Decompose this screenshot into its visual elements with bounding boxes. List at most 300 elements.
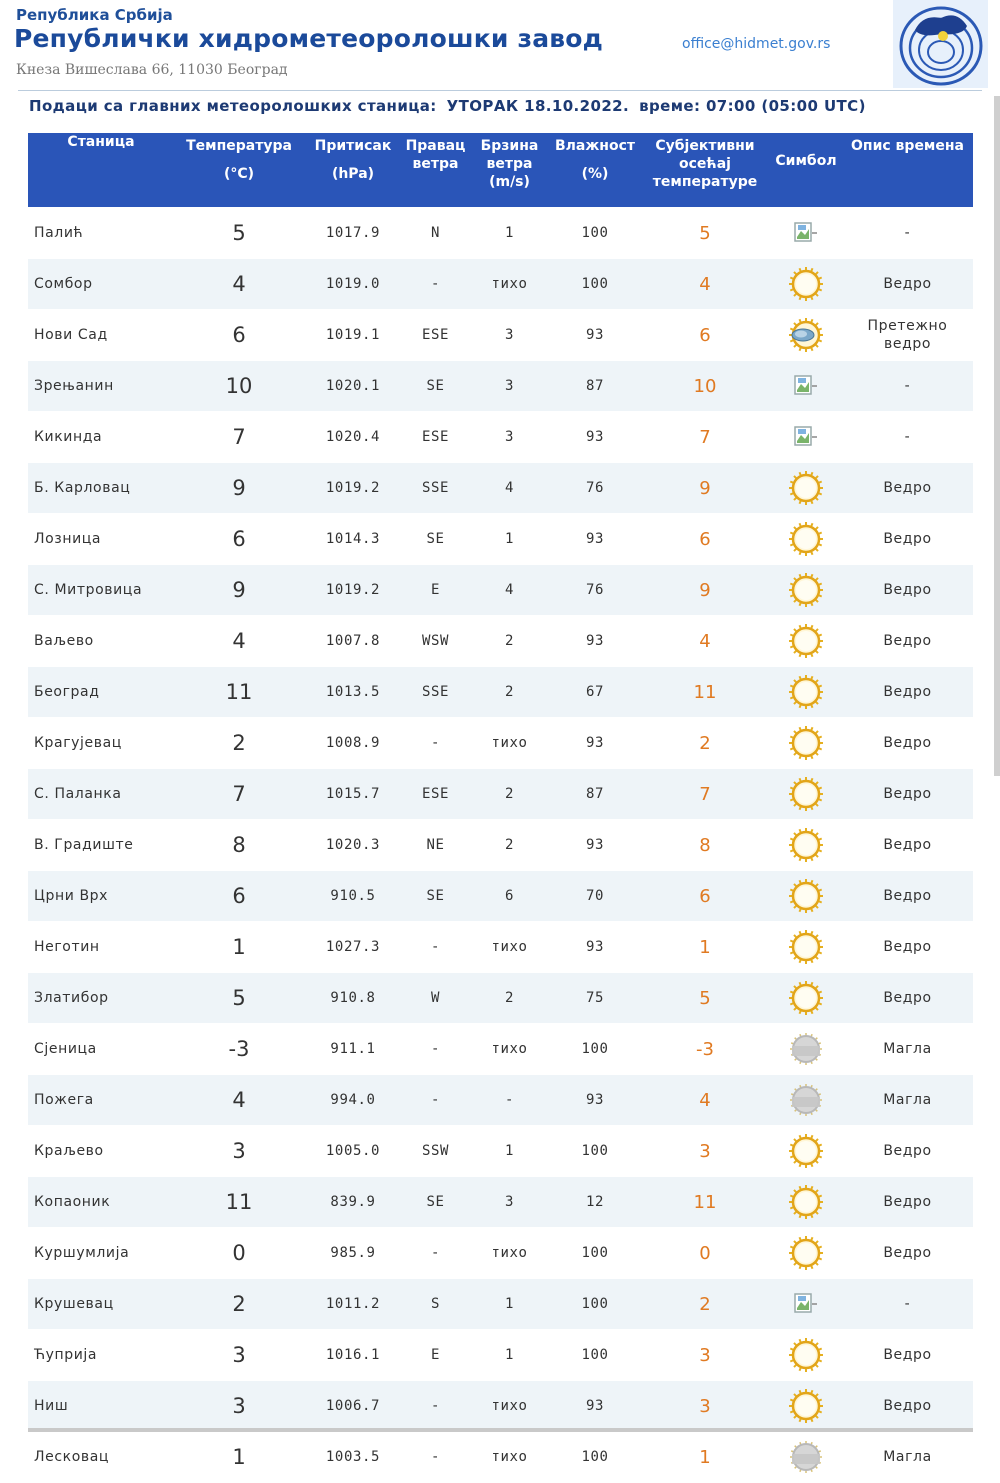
cell-temp: 7	[174, 412, 304, 462]
cell-temp: 0	[174, 1228, 304, 1278]
cell-wind-speed: -	[469, 1075, 550, 1125]
cell-desc: Ведро	[842, 922, 973, 972]
cell-wind-dir: -	[402, 259, 469, 309]
cell-temp: 2	[174, 1279, 304, 1329]
cell-humidity: 93	[550, 820, 640, 870]
rhmz-logo-icon[interactable]	[893, 0, 988, 88]
weather-symbol-cell	[770, 1024, 842, 1074]
weather-symbol-cell	[770, 1228, 842, 1278]
cell-station[interactable]: Црни Врх	[28, 871, 174, 921]
cell-desc: -	[842, 361, 973, 411]
sun-icon	[788, 837, 824, 853]
cell-wind-dir: SSE	[402, 463, 469, 513]
cell-station[interactable]: Ниш	[28, 1381, 174, 1431]
cell-feel: 9	[640, 463, 770, 513]
cell-pressure: 994.0	[304, 1075, 402, 1125]
sun-cloud-icon	[788, 327, 824, 343]
cell-feel: 2	[640, 1279, 770, 1329]
cell-pressure: 1015.7	[304, 769, 402, 819]
weather-symbol-cell	[770, 922, 842, 972]
cell-wind-speed: тихо	[469, 1228, 550, 1278]
cell-wind-speed: 3	[469, 412, 550, 462]
table-bottom-edge	[28, 1428, 973, 1432]
site-header	[0, 0, 1000, 96]
cell-temp: 3	[174, 1126, 304, 1176]
cell-pressure: 1007.8	[304, 616, 402, 666]
cell-wind-dir: SE	[402, 514, 469, 564]
cell-feel: 6	[640, 871, 770, 921]
cell-pressure: 1020.3	[304, 820, 402, 870]
weather-symbol-cell	[770, 463, 842, 513]
cell-desc: Ведро	[842, 565, 973, 615]
table-row	[28, 1228, 973, 1278]
col-wind-speed-header[interactable]: Брзина ветра (m/s)	[469, 133, 550, 207]
col-humidity-header[interactable]: Влажност (%)	[550, 133, 640, 207]
cell-pressure: 1003.5	[304, 1432, 402, 1482]
cell-wind-dir: SE	[402, 361, 469, 411]
cell-pressure: 910.5	[304, 871, 402, 921]
cell-wind-dir: WSW	[402, 616, 469, 666]
sun-icon	[788, 786, 824, 802]
cell-pressure: 1006.7	[304, 1381, 402, 1431]
weather-symbol-cell	[770, 1432, 842, 1482]
cell-desc: Магла	[842, 1075, 973, 1125]
cell-wind-speed: 3	[469, 310, 550, 360]
weather-symbol-cell	[770, 718, 842, 768]
cell-temp: 3	[174, 1381, 304, 1431]
weather-symbol-cell	[770, 565, 842, 615]
cell-humidity: 93	[550, 616, 640, 666]
cell-feel: 6	[640, 514, 770, 564]
sun-icon	[788, 1347, 824, 1363]
cell-pressure: 1005.0	[304, 1126, 402, 1176]
cell-humidity: 100	[550, 1279, 640, 1329]
weather-symbol-cell	[770, 208, 842, 258]
cell-humidity: 75	[550, 973, 640, 1023]
cell-feel: 4	[640, 259, 770, 309]
cell-temp: 5	[174, 973, 304, 1023]
scrollbar-thumb[interactable]	[994, 96, 1000, 776]
cell-station[interactable]: Кикинда	[28, 412, 174, 462]
cell-feel: 2	[640, 718, 770, 768]
sun-icon	[788, 939, 824, 955]
weather-symbol-cell	[770, 820, 842, 870]
col-wind-dir-header[interactable]: Правац ветра	[402, 133, 469, 207]
cell-wind-speed: 4	[469, 565, 550, 615]
cell-humidity: 93	[550, 922, 640, 972]
cell-desc: Ведро	[842, 514, 973, 564]
report-date: УТОРАК 18.10.2022.	[446, 97, 630, 115]
cell-feel: 7	[640, 769, 770, 819]
cell-pressure: 1008.9	[304, 718, 402, 768]
table-row	[28, 667, 973, 717]
fog-icon	[788, 1041, 824, 1057]
weather-symbol-cell	[770, 1075, 842, 1125]
table-row	[28, 361, 973, 411]
cell-station[interactable]: Палић	[28, 208, 174, 258]
cell-humidity: 93	[550, 1381, 640, 1431]
sun-icon	[788, 531, 824, 547]
cell-feel: 0	[640, 1228, 770, 1278]
cell-pressure: 1011.2	[304, 1279, 402, 1329]
cell-desc: Ведро	[842, 1228, 973, 1278]
cell-desc: -	[842, 1279, 973, 1329]
report-subtitle	[29, 97, 876, 115]
table-row	[28, 259, 973, 309]
cell-temp: 6	[174, 310, 304, 360]
cell-pressure: 910.8	[304, 973, 402, 1023]
cell-station[interactable]: Крагујевац	[28, 718, 174, 768]
cell-pressure: 1019.2	[304, 463, 402, 513]
cell-feel: 1	[640, 1432, 770, 1482]
cell-desc: Ведро	[842, 616, 973, 666]
cell-wind-speed: 2	[469, 616, 550, 666]
cell-humidity: 76	[550, 565, 640, 615]
cell-feel: 3	[640, 1330, 770, 1380]
sun-icon	[788, 1143, 824, 1159]
cell-desc: Ведро	[842, 820, 973, 870]
cell-wind-speed: 2	[469, 820, 550, 870]
table-row	[28, 616, 973, 666]
cell-wind-dir: -	[402, 718, 469, 768]
cell-humidity: 12	[550, 1177, 640, 1227]
cell-station[interactable]: Зрењанин	[28, 361, 174, 411]
cell-wind-speed: 2	[469, 667, 550, 717]
table-row	[28, 310, 973, 360]
cell-desc: Ведро	[842, 1126, 973, 1176]
weather-symbol-cell	[770, 259, 842, 309]
cell-pressure: 1014.3	[304, 514, 402, 564]
cell-station[interactable]: Београд	[28, 667, 174, 717]
table-row	[28, 820, 973, 870]
cell-humidity: 93	[550, 310, 640, 360]
cell-humidity: 67	[550, 667, 640, 717]
weather-symbol-cell	[770, 667, 842, 717]
cell-wind-dir: -	[402, 1075, 469, 1125]
table-row	[28, 565, 973, 615]
cell-humidity: 100	[550, 1024, 640, 1074]
cell-desc: Ведро	[842, 259, 973, 309]
table-row	[28, 1075, 973, 1125]
cell-wind-speed: 4	[469, 463, 550, 513]
cell-feel: -3	[640, 1024, 770, 1074]
fog-icon	[788, 1092, 824, 1108]
sun-icon	[788, 990, 824, 1006]
cell-temp: 4	[174, 1075, 304, 1125]
sun-icon	[788, 582, 824, 598]
cell-humidity: 93	[550, 718, 640, 768]
cell-temp: 1	[174, 1432, 304, 1482]
weather-symbol-cell	[770, 1177, 842, 1227]
cell-pressure: 1020.4	[304, 412, 402, 462]
cell-wind-dir: S	[402, 1279, 469, 1329]
col-temp-header[interactable]: Температура (°C)	[174, 133, 304, 207]
fog-icon	[788, 1449, 824, 1465]
table-row	[28, 718, 973, 768]
weather-symbol-cell	[770, 1126, 842, 1176]
institute-title[interactable]: Републички хидрометеоролошки завод	[14, 24, 604, 53]
header-divider	[18, 90, 982, 91]
cell-humidity: 87	[550, 361, 640, 411]
cell-desc: Ведро	[842, 973, 973, 1023]
sun-icon	[788, 1194, 824, 1210]
cell-feel: 8	[640, 820, 770, 870]
cell-wind-dir: ESE	[402, 769, 469, 819]
cell-humidity: 87	[550, 769, 640, 819]
cell-wind-speed: 1	[469, 1126, 550, 1176]
cell-desc: Ведро	[842, 1177, 973, 1227]
cell-desc: Ведро	[842, 667, 973, 717]
cell-wind-speed: 2	[469, 973, 550, 1023]
cell-feel: 1	[640, 922, 770, 972]
weather-symbol-cell	[770, 871, 842, 921]
weather-symbol-cell	[770, 361, 842, 411]
cell-pressure: 1017.9	[304, 208, 402, 258]
cell-pressure: 1027.3	[304, 922, 402, 972]
broken-image-icon	[788, 429, 824, 445]
cell-temp: 8	[174, 820, 304, 870]
weather-symbol-cell	[770, 769, 842, 819]
cell-feel: 4	[640, 1075, 770, 1125]
cell-desc: Претежно ведро	[842, 310, 973, 360]
cell-station[interactable]: Сомбор	[28, 259, 174, 309]
weather-symbol-cell	[770, 514, 842, 564]
col-pressure-header[interactable]: Притисак (hPa)	[304, 133, 402, 207]
cell-wind-dir: SE	[402, 871, 469, 921]
cell-feel: 6	[640, 310, 770, 360]
cell-desc: Ведро	[842, 871, 973, 921]
table-body	[28, 208, 973, 1482]
cell-desc: Ведро	[842, 463, 973, 513]
cell-pressure: 1019.0	[304, 259, 402, 309]
table-row	[28, 514, 973, 564]
cell-station[interactable]: Сјеница	[28, 1024, 174, 1074]
cell-station[interactable]: Лозница	[28, 514, 174, 564]
cell-wind-speed: тихо	[469, 259, 550, 309]
cell-temp: 1	[174, 922, 304, 972]
cell-wind-speed: тихо	[469, 1024, 550, 1074]
cell-pressure: 1016.1	[304, 1330, 402, 1380]
table-row	[28, 922, 973, 972]
col-feel-header[interactable]: Субјективни осећај температуре	[640, 133, 770, 207]
cell-wind-dir: ESE	[402, 310, 469, 360]
cell-humidity: 100	[550, 1126, 640, 1176]
cell-wind-speed: 3	[469, 1177, 550, 1227]
cell-temp: 6	[174, 514, 304, 564]
cell-desc: Ведро	[842, 1381, 973, 1431]
cell-pressure: 1019.1	[304, 310, 402, 360]
cell-temp: 10	[174, 361, 304, 411]
col-station-header[interactable]: Станица	[28, 133, 174, 207]
cell-humidity: 93	[550, 412, 640, 462]
cell-wind-dir: N	[402, 208, 469, 258]
cell-temp: 4	[174, 616, 304, 666]
cell-wind-speed: тихо	[469, 922, 550, 972]
cell-pressure: 911.1	[304, 1024, 402, 1074]
sun-icon	[788, 1398, 824, 1414]
cell-station[interactable]: Златибор	[28, 973, 174, 1023]
table-row	[28, 973, 973, 1023]
table-row	[28, 1330, 973, 1380]
sun-icon	[788, 276, 824, 292]
cell-feel: 5	[640, 973, 770, 1023]
cell-desc: Магла	[842, 1432, 973, 1482]
cell-wind-speed: 1	[469, 514, 550, 564]
sun-icon	[788, 633, 824, 649]
cell-humidity: 100	[550, 1330, 640, 1380]
weather-symbol-cell	[770, 1381, 842, 1431]
scrollbar[interactable]	[994, 96, 1000, 776]
cell-wind-dir: NE	[402, 820, 469, 870]
broken-image-icon	[788, 1296, 824, 1312]
cell-desc: Ведро	[842, 718, 973, 768]
weather-symbol-cell	[770, 1330, 842, 1380]
cell-temp: 6	[174, 871, 304, 921]
cell-feel: 7	[640, 412, 770, 462]
cell-station[interactable]: Куршумлија	[28, 1228, 174, 1278]
broken-image-icon	[788, 378, 824, 394]
cell-feel: 11	[640, 667, 770, 717]
cell-temp: 2	[174, 718, 304, 768]
cell-station[interactable]: С. Митровица	[28, 565, 174, 615]
cell-wind-dir: -	[402, 1024, 469, 1074]
table-row	[28, 1177, 973, 1227]
sun-icon	[788, 735, 824, 751]
broken-image-icon	[788, 225, 824, 241]
weather-symbol-cell	[770, 1279, 842, 1329]
cell-temp: 9	[174, 463, 304, 513]
cell-humidity: 70	[550, 871, 640, 921]
col-symbol-header[interactable]: Симбол	[770, 133, 842, 207]
cell-feel: 4	[640, 616, 770, 666]
cell-station[interactable]: Неготин	[28, 922, 174, 972]
cell-humidity: 93	[550, 514, 640, 564]
cell-station[interactable]: Ћуприја	[28, 1330, 174, 1380]
cell-station[interactable]: Ваљево	[28, 616, 174, 666]
cell-humidity: 100	[550, 259, 640, 309]
cell-wind-speed: тихо	[469, 718, 550, 768]
cell-wind-dir: -	[402, 1228, 469, 1278]
cell-desc: Ведро	[842, 1330, 973, 1380]
cell-feel: 11	[640, 1177, 770, 1227]
cell-wind-speed: 1	[469, 208, 550, 258]
cell-pressure: 985.9	[304, 1228, 402, 1278]
cell-feel: 3	[640, 1126, 770, 1176]
cell-humidity: 100	[550, 1228, 640, 1278]
table-row	[28, 769, 973, 819]
cell-humidity: 93	[550, 1075, 640, 1125]
institute-address: Кнеза Вишеслава 66, 11030 Београд	[16, 62, 288, 78]
col-desc-header[interactable]: Опис времена	[842, 133, 973, 207]
table-row	[28, 463, 973, 513]
cell-pressure: 839.9	[304, 1177, 402, 1227]
cell-wind-dir: E	[402, 565, 469, 615]
cell-wind-dir: E	[402, 1330, 469, 1380]
table-row	[28, 1024, 973, 1074]
cell-station[interactable]: Б. Карловац	[28, 463, 174, 513]
cell-wind-speed: 1	[469, 1279, 550, 1329]
cell-feel: 10	[640, 361, 770, 411]
weather-symbol-cell	[770, 973, 842, 1023]
cell-desc: Магла	[842, 1024, 973, 1074]
cell-feel: 9	[640, 565, 770, 615]
cell-temp: 9	[174, 565, 304, 615]
cell-humidity: 100	[550, 1432, 640, 1482]
cell-temp: 3	[174, 1330, 304, 1380]
sun-icon	[788, 888, 824, 904]
table-row	[28, 412, 973, 462]
cell-station[interactable]: Нови Сад	[28, 310, 174, 360]
cell-station[interactable]: Краљево	[28, 1126, 174, 1176]
subtitle-label: Подаци са главних метеоролошких станица:	[29, 97, 437, 115]
cell-wind-speed: 1	[469, 1330, 550, 1380]
weather-symbol-cell	[770, 616, 842, 666]
cell-pressure: 1013.5	[304, 667, 402, 717]
table-row	[28, 871, 973, 921]
cell-wind-speed: 2	[469, 769, 550, 819]
cell-feel: 5	[640, 208, 770, 258]
cell-wind-speed: 6	[469, 871, 550, 921]
cell-wind-speed: 3	[469, 361, 550, 411]
cell-temp: -3	[174, 1024, 304, 1074]
table-header-row	[28, 133, 973, 207]
cell-wind-dir: SSE	[402, 667, 469, 717]
cell-humidity: 76	[550, 463, 640, 513]
cell-wind-dir: SSW	[402, 1126, 469, 1176]
report-time: време: 07:00 (05:00 UTC)	[639, 97, 866, 115]
cell-station[interactable]: Лесковац	[28, 1432, 174, 1482]
cell-wind-speed: тихо	[469, 1432, 550, 1482]
sun-icon	[788, 684, 824, 700]
cell-wind-dir: -	[402, 1432, 469, 1482]
cell-wind-dir: W	[402, 973, 469, 1023]
sun-icon	[788, 480, 824, 496]
cell-temp: 7	[174, 769, 304, 819]
cell-wind-dir: ESE	[402, 412, 469, 462]
weather-table	[28, 132, 973, 1483]
cell-desc: -	[842, 208, 973, 258]
email-link[interactable]: office@hidmet.gov.rs	[682, 36, 831, 52]
weather-symbol-cell	[770, 412, 842, 462]
republic-label: Република Србија	[16, 6, 173, 24]
table-row	[28, 1381, 973, 1431]
cell-humidity: 100	[550, 208, 640, 258]
cell-wind-speed: тихо	[469, 1381, 550, 1431]
cell-desc: Ведро	[842, 769, 973, 819]
cell-station[interactable]: Пожега	[28, 1075, 174, 1125]
cell-station[interactable]: В. Градиште	[28, 820, 174, 870]
cell-desc: -	[842, 412, 973, 462]
cell-feel: 3	[640, 1381, 770, 1431]
cell-station[interactable]: Копаоник	[28, 1177, 174, 1227]
table-row	[28, 1432, 973, 1482]
cell-wind-dir: SE	[402, 1177, 469, 1227]
cell-wind-dir: -	[402, 1381, 469, 1431]
cell-temp: 11	[174, 1177, 304, 1227]
cell-wind-dir: -	[402, 922, 469, 972]
cell-pressure: 1019.2	[304, 565, 402, 615]
cell-temp: 11	[174, 667, 304, 717]
cell-pressure: 1020.1	[304, 361, 402, 411]
cell-temp: 4	[174, 259, 304, 309]
table-row	[28, 1279, 973, 1329]
weather-symbol-cell	[770, 310, 842, 360]
cell-station[interactable]: С. Паланка	[28, 769, 174, 819]
sun-icon	[788, 1245, 824, 1261]
cell-temp: 5	[174, 208, 304, 258]
table-row	[28, 1126, 973, 1176]
cell-station[interactable]: Крушевац	[28, 1279, 174, 1329]
